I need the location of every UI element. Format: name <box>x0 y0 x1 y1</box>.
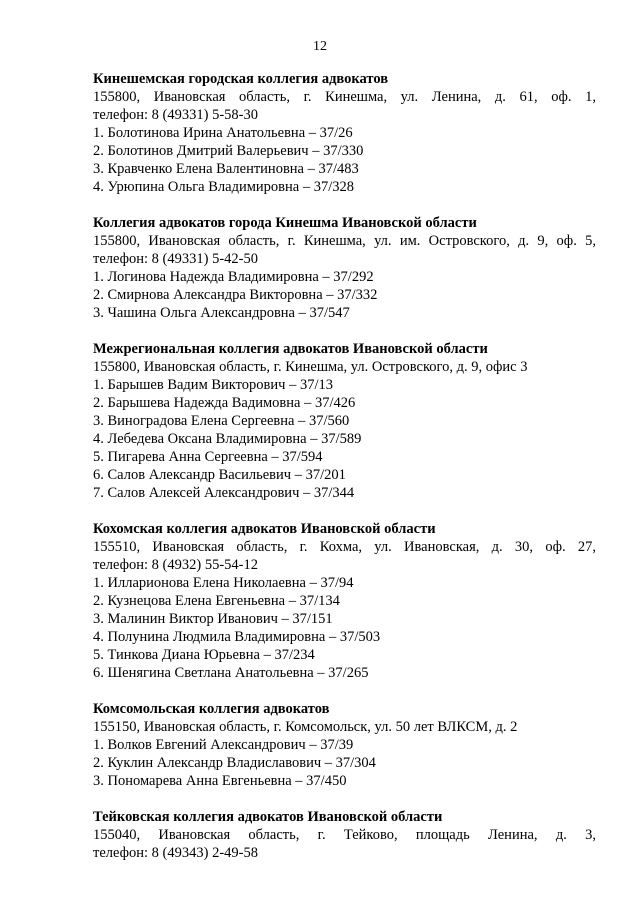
member-item: 3. Виноградова Елена Сергеевна – 37/560 <box>93 413 350 429</box>
section-title: Кохомская коллегия адвокатов Ивановской области <box>93 521 436 537</box>
address-line: 155150, Ивановская область, г. Комсомольск, ул. 50 лет ВЛКСМ, д. 2 <box>93 719 518 735</box>
phone-line: телефон: 8 (49331) 5-58-30 <box>93 107 258 123</box>
section-title: Кинешемская городская коллегия адвокатов <box>93 71 389 87</box>
bar-association-kineshma-town <box>93 214 596 322</box>
section-title: Коллегия адвокатов города Кинешма Ивановской области <box>93 215 477 231</box>
section-title: Тейковская коллегия адвокатов Ивановской области <box>93 809 443 825</box>
member-item: 2. Кузнецова Елена Евгеньевна – 37/134 <box>93 593 340 609</box>
member-item: 5. Пигарева Анна Сергеевна – 37/594 <box>93 449 323 465</box>
member-item: 3. Кравченко Елена Валентиновна – 37/483 <box>93 161 359 177</box>
address-line: 155800, Ивановская область, г. Кинешма, ул. Ленина, д. 61, оф. 1, <box>93 89 596 105</box>
member-item: 2. Барышева Надежда Вадимовна – 37/426 <box>93 395 356 411</box>
member-item: 2. Куклин Александр Владиславович – 37/304 <box>93 755 376 771</box>
bar-association-kokhma <box>93 520 596 682</box>
address-line: 155800, Ивановская область, г. Кинешма, ул. Островского, д. 9, офис 3 <box>93 359 528 375</box>
address-line: 155040, Ивановская область, г. Тейково, площадь Ленина, д. 3, <box>93 827 596 843</box>
member-item: 3. Чашина Ольга Александровна – 37/547 <box>93 305 350 321</box>
member-item: 4. Урюпина Ольга Владимировна – 37/328 <box>93 179 354 195</box>
member-item: 3. Пономарева Анна Евгеньевна – 37/450 <box>93 773 347 789</box>
member-item: 1. Илларионова Елена Николаевна – 37/94 <box>93 575 354 591</box>
member-item: 6. Шенягина Светлана Анатольевна – 37/265 <box>93 665 369 681</box>
member-item: 1. Волков Евгений Александрович – 37/39 <box>93 737 354 753</box>
address-line: 155800, Ивановская область, г. Кинешма, ул. им. Островского, д. 9, оф. 5, <box>93 233 596 249</box>
member-item: 1. Болотинова Ирина Анатольевна – 37/26 <box>93 125 353 141</box>
member-item: 2. Болотинов Дмитрий Валерьевич – 37/330 <box>93 143 364 159</box>
phone-line: телефон: 8 (49331) 5-42-50 <box>93 251 258 267</box>
page-number: 12 <box>313 39 327 54</box>
member-item: 7. Салов Алексей Александрович – 37/344 <box>93 485 355 501</box>
bar-association-teikovo <box>93 808 596 862</box>
member-item: 5. Тинкова Диана Юрьевна – 37/234 <box>93 647 315 663</box>
document-body <box>93 70 596 880</box>
bar-association-komsomolsk <box>93 700 596 790</box>
section-title: Комсомольская коллегия адвокатов <box>93 701 330 717</box>
section-title: Межрегиональная коллегия адвокатов Ивановской области <box>93 341 488 357</box>
member-item: 6. Салов Александр Васильевич – 37/201 <box>93 467 346 483</box>
phone-line: телефон: 8 (4932) 55-54-12 <box>93 557 258 573</box>
member-item: 1. Барышев Вадим Викторович – 37/13 <box>93 377 333 393</box>
member-item: 2. Смирнова Александра Викторовна – 37/332 <box>93 287 378 303</box>
bar-association-interregional <box>93 340 596 502</box>
address-line: 155510, Ивановская область, г. Кохма, ул. Ивановская, д. 30, оф. 27, <box>93 539 596 555</box>
bar-association-kineshma-city <box>93 70 596 196</box>
phone-line: телефон: 8 (49343) 2-49-58 <box>93 845 258 861</box>
member-item: 4. Лебедева Оксана Владимировна – 37/589 <box>93 431 362 447</box>
member-item: 1. Логинова Надежда Владимировна – 37/292 <box>93 269 374 285</box>
member-item: 4. Полунина Людмила Владимировна – 37/503 <box>93 629 381 645</box>
member-item: 3. Малинин Виктор Иванович – 37/151 <box>93 611 333 627</box>
